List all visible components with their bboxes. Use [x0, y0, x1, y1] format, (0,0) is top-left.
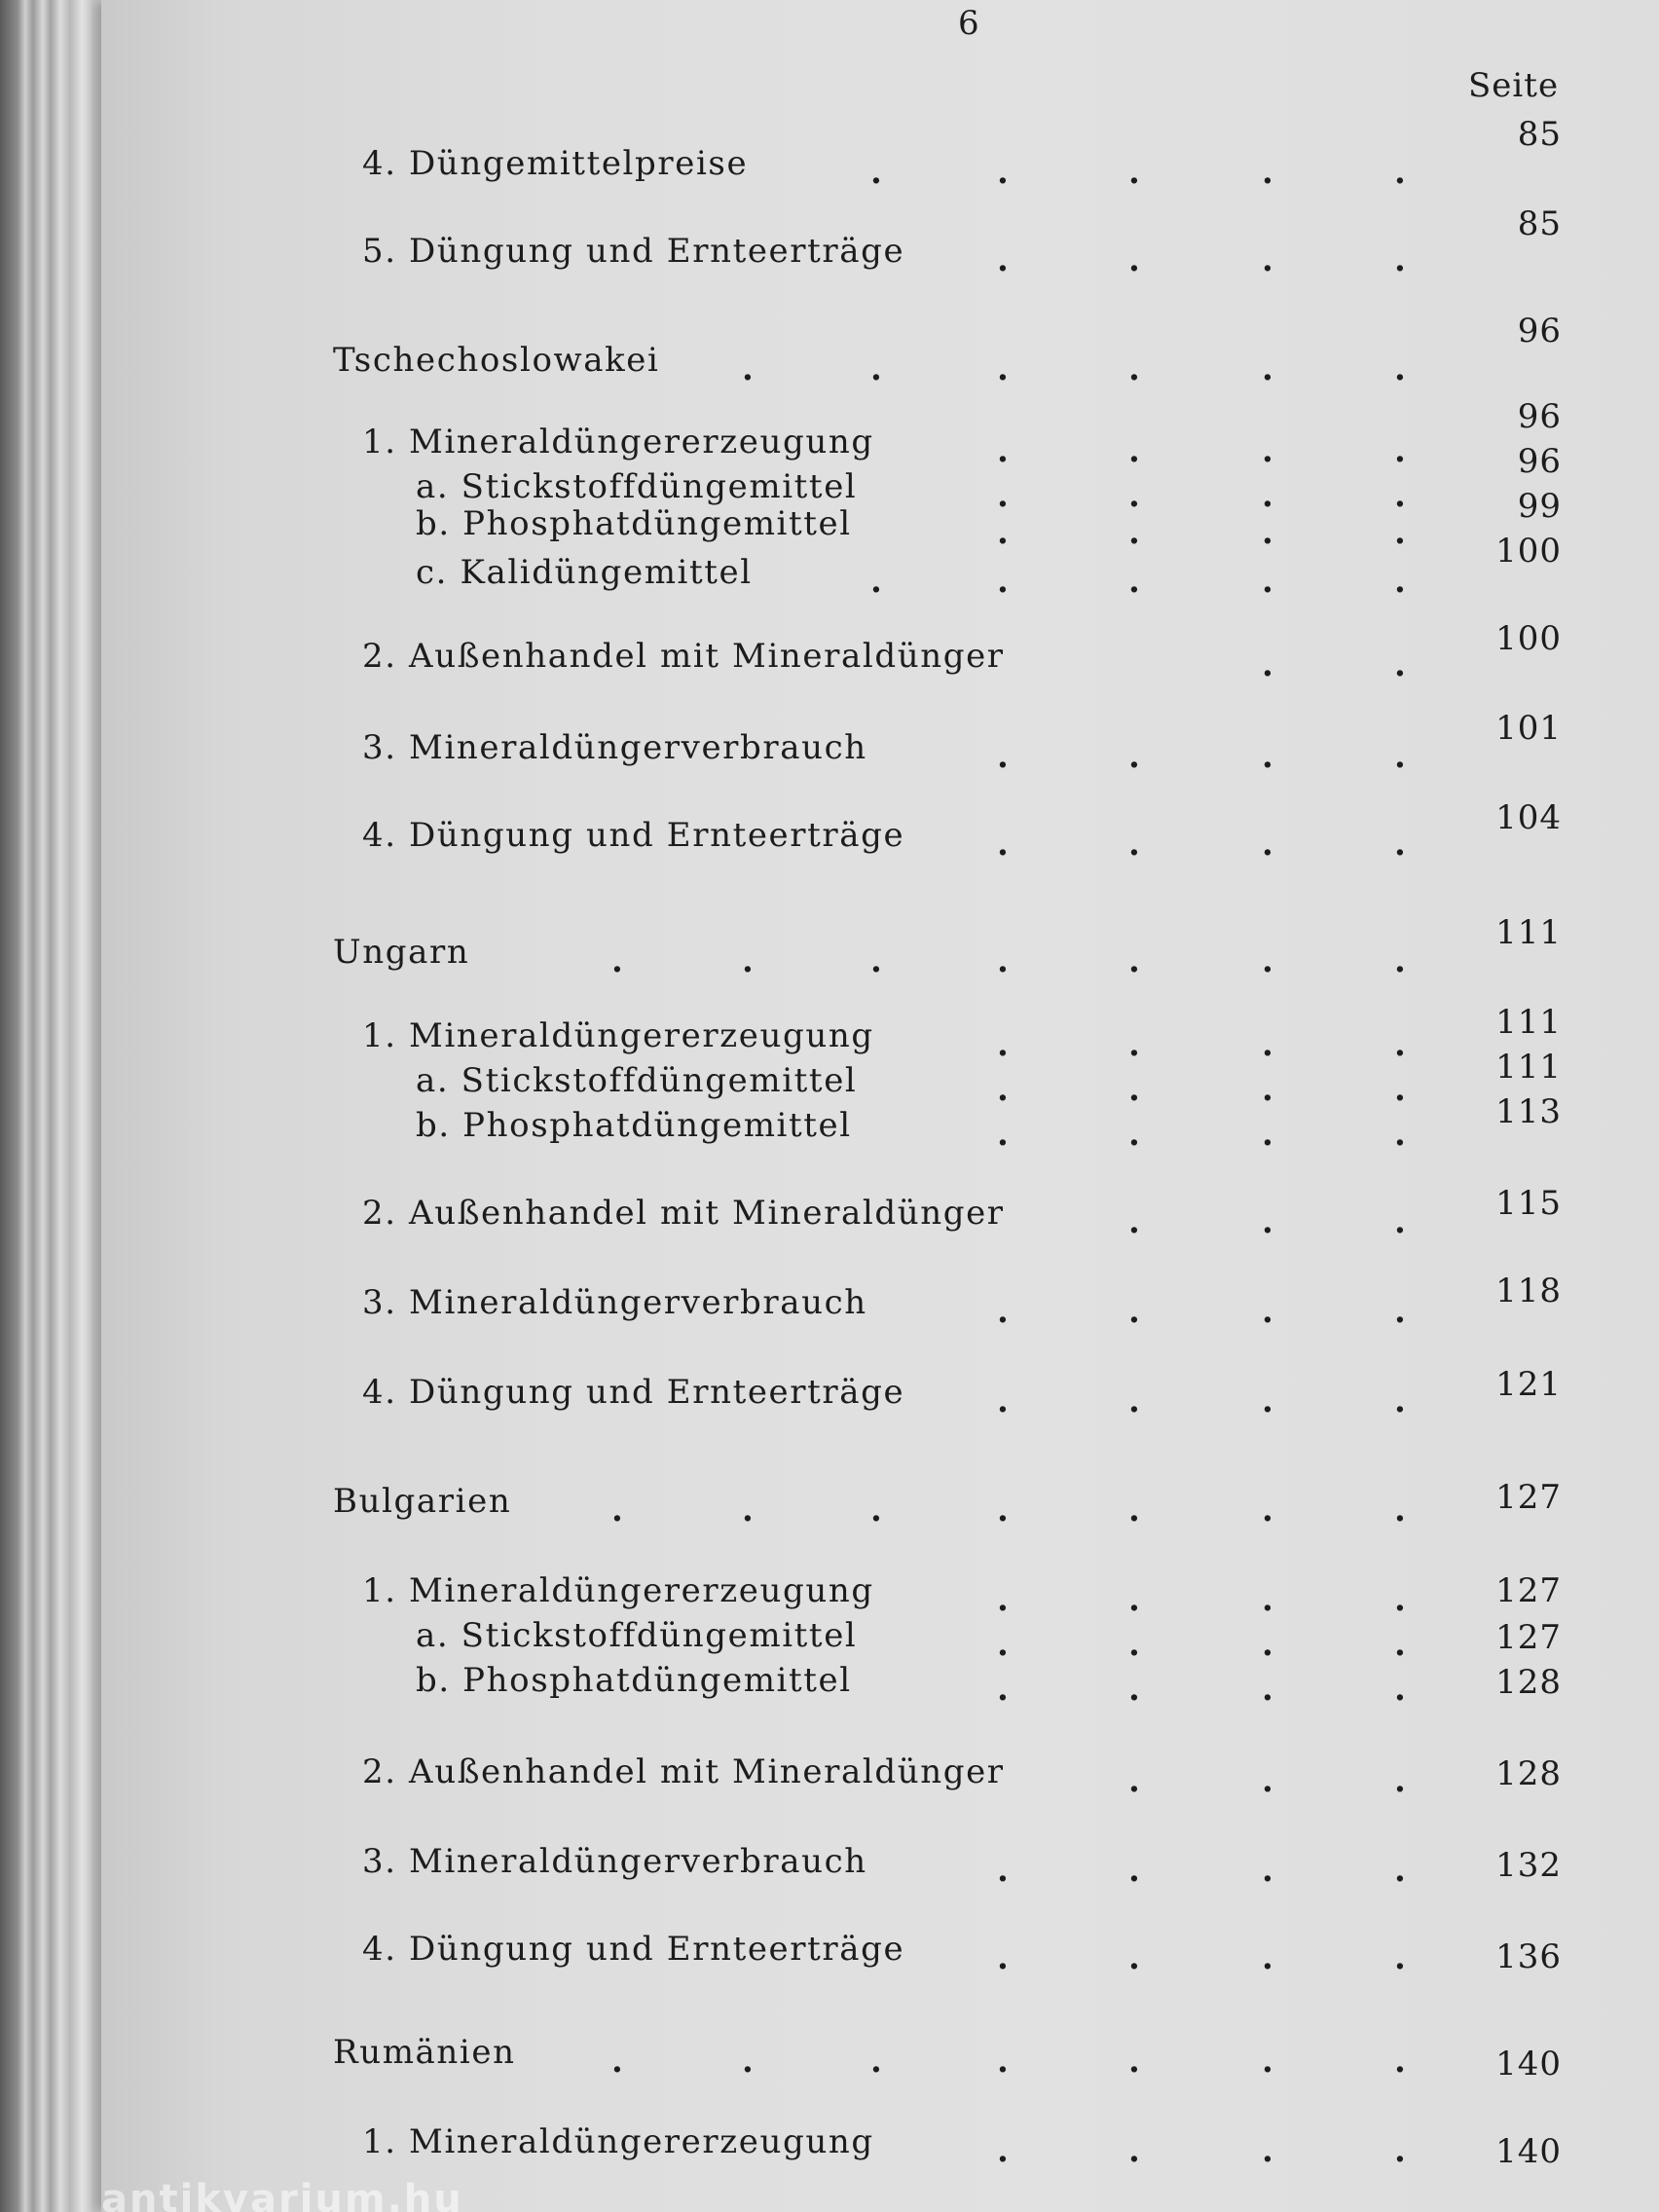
toc-entry — [101, 637, 1659, 682]
toc-leader-dot: . — [1128, 431, 1140, 470]
toc-leader-dot: . — [997, 431, 1009, 470]
toc-leader-dot: . — [1394, 513, 1406, 552]
toc-leader-dot: . — [1128, 350, 1140, 388]
toc-leader-dot: . — [1262, 1491, 1273, 1530]
toc-leader-dot: . — [1394, 1070, 1406, 1109]
toc-entry-title: 1. Mineraldüngererzeugung — [362, 2122, 874, 2161]
toc-leader-dot: . — [1128, 1625, 1140, 1664]
toc-entry-title: 3. Mineraldüngerverbrauch — [362, 1283, 867, 1322]
toc-entry-page: 85 — [1517, 115, 1562, 154]
toc-leader-dot: . — [742, 1491, 754, 1530]
toc-leader-dot: . — [1262, 941, 1273, 980]
toc-leader-dot: . — [1262, 825, 1273, 864]
toc-leader-dot: . — [1128, 2042, 1140, 2081]
toc-entry-title: 2. Außenhandel mit Mineraldünger — [362, 637, 1005, 676]
toc-entry-title: Ungarn — [333, 933, 470, 972]
page-number: 6 — [958, 4, 979, 43]
page-stack-edges — [0, 0, 107, 2212]
toc-leader-dot: . — [870, 562, 882, 601]
toc-leader-dot: . — [1262, 2042, 1273, 2081]
toc-leader-dot: . — [1262, 1938, 1273, 1977]
toc-leader-dot: . — [1128, 825, 1140, 864]
toc-leader-dot: . — [997, 737, 1009, 776]
toc-leader-dot: . — [1128, 1382, 1140, 1420]
toc-leader-dot: . — [1394, 1625, 1406, 1664]
toc-entry-page: 128 — [1495, 1663, 1562, 1702]
toc-leader-dot: . — [1128, 562, 1140, 601]
toc-entry — [101, 1752, 1659, 1800]
toc-entry-page: 140 — [1495, 2132, 1562, 2171]
toc-leader-dot: . — [1394, 431, 1406, 470]
toc-leader-dot: . — [997, 1625, 1009, 1664]
toc-entry — [101, 1482, 1659, 1530]
toc-leader-dot: . — [742, 2042, 754, 2081]
toc-entry-page: 132 — [1495, 1846, 1562, 1885]
toc-leader-dot: . — [997, 153, 1009, 192]
toc-leader-dot: . — [1394, 1202, 1406, 1241]
toc-leader-dot: . — [997, 476, 1009, 515]
toc-leader-dot: . — [997, 350, 1009, 388]
toc-leader-dot: . — [997, 562, 1009, 601]
toc-entry-title: c. Kalidüngemittel — [416, 553, 753, 592]
toc-leader-dot: . — [1262, 153, 1273, 192]
toc-leader-dot: . — [1394, 645, 1406, 684]
toc-entry-title: Bulgarien — [333, 1482, 512, 1521]
toc-leader-dot: . — [1262, 1625, 1273, 1664]
toc-leader-dot: . — [1128, 1761, 1140, 1800]
toc-entry-title: 4. Düngung und Ernteerträge — [362, 1373, 905, 1412]
toc-leader-dot: . — [1262, 1382, 1273, 1420]
toc-leader-dot: . — [611, 2042, 623, 2081]
toc-leader-dot: . — [1262, 240, 1273, 279]
toc-entry-page: 96 — [1517, 312, 1562, 350]
toc-leader-dot: . — [1128, 1580, 1140, 1619]
toc-leader-dot: . — [1394, 1761, 1406, 1800]
toc-leader-dot: . — [1128, 1202, 1140, 1241]
toc-entry — [101, 933, 1659, 980]
toc-entry — [101, 144, 1659, 192]
toc-leader-dot: . — [1394, 2042, 1406, 2081]
toc-entry-page: 127 — [1495, 1478, 1562, 1517]
toc-leader-dot: . — [1394, 476, 1406, 515]
toc-leader-dot: . — [997, 1491, 1009, 1530]
toc-leader-dot: . — [997, 1382, 1009, 1420]
toc-entry — [101, 1106, 1659, 1154]
toc-entry-page: 104 — [1495, 798, 1562, 837]
toc-entry-title: Tschechoslowakei — [333, 341, 660, 380]
toc-entry-title: 4. Düngung und Ernteerträge — [362, 1930, 905, 1969]
toc-leader-dot: . — [1262, 1070, 1273, 1109]
toc-leader-dot: . — [997, 1025, 1009, 1064]
toc-leader-dot: . — [1394, 1382, 1406, 1420]
toc-entry-title: 5. Düngung und Ernteerträge — [362, 232, 905, 271]
toc-entry-page: 100 — [1495, 619, 1562, 658]
toc-leader-dot: . — [1128, 1851, 1140, 1890]
toc-entry-page: 121 — [1495, 1365, 1562, 1404]
toc-leader-dot: . — [997, 1115, 1009, 1154]
toc-entry — [101, 1016, 1659, 1064]
toc-leader-dot: . — [1394, 825, 1406, 864]
toc-leader-dot: . — [1394, 1115, 1406, 1154]
toc-leader-dot: . — [1262, 1580, 1273, 1619]
toc-leader-dot: . — [1394, 1292, 1406, 1331]
toc-leader-dot: . — [1394, 240, 1406, 279]
toc-entry — [101, 1061, 1659, 1109]
toc-entry-page: 118 — [1495, 1272, 1562, 1310]
toc-leader-dot: . — [1262, 350, 1273, 388]
toc-entry-title: 4. Düngung und Ernteerträge — [362, 816, 905, 855]
toc-leader-dot: . — [870, 350, 882, 388]
toc-leader-dot: . — [1128, 240, 1140, 279]
toc-entry-title: 2. Außenhandel mit Mineraldünger — [362, 1752, 1005, 1791]
toc-leader-dot: . — [1394, 1491, 1406, 1530]
toc-leader-dot: . — [1394, 562, 1406, 601]
toc-leader-dot: . — [1128, 1025, 1140, 1064]
toc-entry-page: 140 — [1495, 2045, 1562, 2083]
toc-leader-dot: . — [1262, 1851, 1273, 1890]
toc-entry-title: 3. Mineraldüngerverbrauch — [362, 1842, 867, 1881]
toc-entry-title: Rumänien — [333, 2033, 516, 2072]
toc-leader-dot: . — [870, 2042, 882, 2081]
toc-leader-dot: . — [997, 2131, 1009, 2170]
toc-leader-dot: . — [1262, 645, 1273, 684]
toc-entry-page: 127 — [1495, 1618, 1562, 1657]
toc-entry-page: 111 — [1495, 913, 1562, 952]
toc-leader-dot: . — [742, 350, 754, 388]
toc-entry — [101, 1661, 1659, 1709]
toc-leader-dot: . — [1262, 513, 1273, 552]
toc-leader-dot: . — [870, 1491, 882, 1530]
toc-leader-dot: . — [1262, 737, 1273, 776]
watermark: antikvarium.hu — [101, 2177, 463, 2212]
toc-entry — [101, 1571, 1659, 1619]
toc-leader-dot: . — [997, 1670, 1009, 1709]
toc-leader-dot: . — [1262, 562, 1273, 601]
toc-entry — [101, 553, 1659, 601]
toc-entry-title: a. Stickstoffdüngemittel — [416, 1616, 858, 1655]
toc-leader-dot: . — [1128, 1070, 1140, 1109]
document-page — [101, 0, 1659, 2212]
toc-leader-dot: . — [997, 1851, 1009, 1890]
toc-leader-dot: . — [1128, 1938, 1140, 1977]
toc-leader-dot: . — [1128, 1115, 1140, 1154]
toc-leader-dot: . — [1394, 941, 1406, 980]
toc-leader-dot: . — [997, 825, 1009, 864]
toc-leader-dot: . — [1394, 153, 1406, 192]
toc-entry-title: b. Phosphatdüngemittel — [416, 1661, 852, 1700]
toc-entry-page: 101 — [1495, 709, 1562, 748]
toc-leader-dot: . — [1262, 1202, 1273, 1241]
toc-leader-dot: . — [611, 1491, 623, 1530]
toc-leader-dot: . — [1394, 737, 1406, 776]
toc-leader-dot: . — [1394, 1025, 1406, 1064]
toc-leader-dot: . — [1394, 350, 1406, 388]
toc-leader-dot: . — [1128, 1491, 1140, 1530]
toc-leader-dot: . — [1128, 1670, 1140, 1709]
page-column-header: Seite — [1468, 66, 1560, 105]
toc-entry-title: b. Phosphatdüngemittel — [416, 1106, 852, 1145]
toc-leader-dot: . — [1394, 1580, 1406, 1619]
toc-leader-dot: . — [742, 941, 754, 980]
toc-entry — [101, 1842, 1659, 1890]
toc-entry — [101, 341, 1659, 386]
toc-entry-page: 96 — [1517, 397, 1562, 436]
toc-leader-dot: . — [1394, 2131, 1406, 2170]
toc-entry-page: 136 — [1495, 1937, 1562, 1976]
toc-leader-dot: . — [1262, 1670, 1273, 1709]
toc-entry — [101, 1283, 1659, 1331]
toc-leader-dot: . — [1128, 1292, 1140, 1331]
toc-leader-dot: . — [870, 153, 882, 192]
toc-entry-title: 1. Mineraldüngererzeugung — [362, 1571, 874, 1610]
toc-leader-dot: . — [1262, 476, 1273, 515]
toc-leader-dot: . — [997, 1938, 1009, 1977]
toc-entry-page: 96 — [1517, 442, 1562, 481]
toc-entry-title: a. Stickstoffdüngemittel — [416, 467, 858, 506]
toc-leader-dot: . — [997, 1580, 1009, 1619]
toc-leader-dot: . — [1262, 1115, 1273, 1154]
toc-entry-page: 127 — [1495, 1571, 1562, 1610]
toc-leader-dot: . — [997, 1292, 1009, 1331]
toc-leader-dot: . — [1262, 1761, 1273, 1800]
toc-entry-title: b. Phosphatdüngemittel — [416, 504, 852, 543]
toc-entry — [101, 728, 1659, 776]
toc-leader-dot: . — [997, 513, 1009, 552]
toc-entry — [101, 1930, 1659, 1977]
toc-leader-dot: . — [870, 941, 882, 980]
toc-leader-dot: . — [1262, 1025, 1273, 1064]
toc-leader-dot: . — [1128, 941, 1140, 980]
toc-entry-title: a. Stickstoffdüngemittel — [416, 1061, 858, 1100]
toc-leader-dot: . — [1394, 1670, 1406, 1709]
toc-leader-dot: . — [1262, 431, 1273, 470]
toc-leader-dot: . — [1128, 513, 1140, 552]
toc-leader-dot: . — [611, 941, 623, 980]
toc-entry — [101, 1373, 1659, 1418]
toc-entry-page: 115 — [1495, 1184, 1562, 1223]
toc-entry-page: 85 — [1517, 204, 1562, 243]
toc-entry-page: 111 — [1495, 1003, 1562, 1042]
toc-entry-title: 4. Düngemittelpreise — [362, 144, 749, 183]
toc-leader-dot: . — [1262, 1292, 1273, 1331]
toc-leader-dot: . — [1128, 2131, 1140, 2170]
toc-entry — [101, 2033, 1659, 2081]
toc-leader-dot: . — [1128, 153, 1140, 192]
toc-entry — [101, 423, 1659, 470]
toc-entry-title: 1. Mineraldüngererzeugung — [362, 423, 874, 461]
toc-leader-dot: . — [1394, 1851, 1406, 1890]
toc-entry-title: 1. Mineraldüngererzeugung — [362, 1016, 874, 1055]
toc-leader-dot: . — [1128, 476, 1140, 515]
toc-entry-page: 113 — [1495, 1092, 1562, 1131]
toc-entry — [101, 1194, 1659, 1241]
toc-entry — [101, 232, 1659, 279]
toc-leader-dot: . — [997, 941, 1009, 980]
toc-entry-page: 100 — [1495, 532, 1562, 571]
toc-leader-dot: . — [1128, 737, 1140, 776]
toc-leader-dot: . — [1394, 1938, 1406, 1977]
toc-leader-dot: . — [997, 2042, 1009, 2081]
toc-leader-dot: . — [1262, 2131, 1273, 2170]
toc-leader-dot: . — [997, 1070, 1009, 1109]
toc-entry — [101, 816, 1659, 864]
toc-entry-page: 111 — [1495, 1048, 1562, 1087]
toc-leader-dot: . — [997, 240, 1009, 279]
toc-entry-title: 3. Mineraldüngerverbrauch — [362, 728, 867, 767]
toc-entry-page: 99 — [1517, 487, 1562, 526]
toc-entry — [101, 2122, 1659, 2170]
toc-entry — [101, 1616, 1659, 1664]
toc-entry-page: 128 — [1495, 1754, 1562, 1793]
toc-entry-title: 2. Außenhandel mit Mineraldünger — [362, 1194, 1005, 1233]
